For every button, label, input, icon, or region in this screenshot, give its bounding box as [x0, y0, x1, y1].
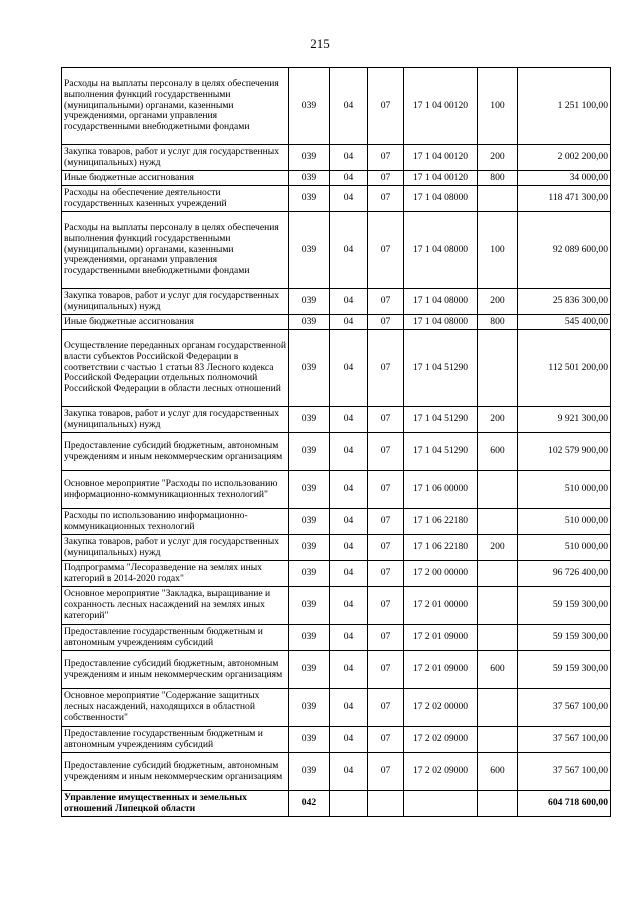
row-ministry-code: 042: [289, 791, 330, 817]
row-subsection-code: 07: [368, 407, 404, 433]
row-target-code: 17 1 04 00120: [404, 68, 478, 145]
row-subsection-code: 07: [368, 471, 404, 509]
row-subsection-code: [368, 791, 404, 817]
row-subsection-code: 07: [368, 145, 404, 171]
table-body: [62, 68, 611, 817]
row-ministry-code: 039: [289, 471, 330, 509]
table-row: [62, 186, 611, 212]
row-expense-type: 600: [478, 651, 518, 689]
table-row: [62, 330, 611, 407]
row-subsection-code: 07: [368, 330, 404, 407]
row-expense-type: 800: [478, 315, 518, 330]
row-target-code: 17 2 00 00000: [404, 561, 478, 587]
row-section-code: 04: [330, 68, 368, 145]
row-ministry-code: 039: [289, 689, 330, 727]
row-name: Иные бюджетные ассигнования: [62, 171, 289, 186]
row-section-code: 04: [330, 212, 368, 289]
row-section-code: 04: [330, 186, 368, 212]
row-ministry-code: 039: [289, 330, 330, 407]
row-target-code: 17 1 04 08000: [404, 315, 478, 330]
row-section-code: 04: [330, 330, 368, 407]
row-name: Предоставление субсидий бюджетным, автономным учреждениям и иным некоммерческим организациям: [62, 753, 289, 791]
row-subsection-code: 07: [368, 509, 404, 535]
row-name: Предоставление субсидий бюджетным, автономным учреждениям и иным некоммерческим организациям: [62, 433, 289, 471]
row-expense-type: 800: [478, 171, 518, 186]
row-section-code: 04: [330, 509, 368, 535]
row-expense-type: 600: [478, 433, 518, 471]
row-expense-type: [478, 625, 518, 651]
row-name: Закупка товаров, работ и услуг для государственных (муниципальных) нужд: [62, 289, 289, 315]
row-amount: 2 002 200,00: [518, 145, 611, 171]
row-amount: 59 159 300,00: [518, 651, 611, 689]
row-subsection-code: 07: [368, 535, 404, 561]
row-name: Закупка товаров, работ и услуг для государственных (муниципальных) нужд: [62, 407, 289, 433]
row-ministry-code: 039: [289, 433, 330, 471]
row-name: Управление имущественных и земельных отношений Липецкой области: [62, 791, 289, 817]
row-expense-type: [478, 509, 518, 535]
row-ministry-code: 039: [289, 289, 330, 315]
row-ministry-code: 039: [289, 535, 330, 561]
table-row: [62, 791, 611, 817]
row-name: Основное мероприятие "Расходы по использованию информационно-коммуникационных технологий": [62, 471, 289, 509]
row-target-code: [404, 791, 478, 817]
row-subsection-code: 07: [368, 171, 404, 186]
row-section-code: 04: [330, 689, 368, 727]
table-row: [62, 171, 611, 186]
row-expense-type: 200: [478, 289, 518, 315]
row-expense-type: [478, 727, 518, 753]
row-amount: 59 159 300,00: [518, 587, 611, 625]
row-name: Иные бюджетные ассигнования: [62, 315, 289, 330]
table-row: [62, 145, 611, 171]
row-ministry-code: 039: [289, 407, 330, 433]
row-expense-type: [478, 561, 518, 587]
row-expense-type: [478, 330, 518, 407]
table-row: [62, 651, 611, 689]
row-name: Предоставление государственным бюджетным и автономным учреждениям субсидий: [62, 625, 289, 651]
row-amount: 545 400,00: [518, 315, 611, 330]
row-expense-type: 100: [478, 68, 518, 145]
row-target-code: 17 1 04 00120: [404, 171, 478, 186]
row-amount: 102 579 900,00: [518, 433, 611, 471]
row-section-code: 04: [330, 561, 368, 587]
table-row: [62, 625, 611, 651]
table-row: [62, 587, 611, 625]
row-ministry-code: 039: [289, 68, 330, 145]
row-name: Расходы на выплаты персоналу в целях обеспечения выполнения функций государственными (муниципальными) органами, казенными учреждениями, органами управления государственными внебюджетными фондами: [62, 212, 289, 289]
row-section-code: [330, 791, 368, 817]
row-amount: 92 089 600,00: [518, 212, 611, 289]
row-target-code: 17 1 06 22180: [404, 509, 478, 535]
row-amount: 118 471 300,00: [518, 186, 611, 212]
row-subsection-code: 07: [368, 315, 404, 330]
row-amount: 9 921 300,00: [518, 407, 611, 433]
row-ministry-code: 039: [289, 212, 330, 289]
budget-table: [61, 67, 611, 817]
row-ministry-code: 039: [289, 145, 330, 171]
row-amount: 510 000,00: [518, 471, 611, 509]
row-expense-type: [478, 587, 518, 625]
table-row: [62, 68, 611, 145]
row-name: Предоставление государственным бюджетным и автономным учреждениям субсидий: [62, 727, 289, 753]
row-ministry-code: 039: [289, 186, 330, 212]
row-section-code: 04: [330, 433, 368, 471]
row-name: Предоставление субсидий бюджетным, автономным учреждениям и иным некоммерческим организациям: [62, 651, 289, 689]
row-section-code: 04: [330, 289, 368, 315]
row-subsection-code: 07: [368, 587, 404, 625]
row-subsection-code: 07: [368, 289, 404, 315]
table-row: [62, 407, 611, 433]
row-target-code: 17 1 04 51290: [404, 433, 478, 471]
row-expense-type: [478, 471, 518, 509]
row-expense-type: [478, 791, 518, 817]
table-row: [62, 753, 611, 791]
row-ministry-code: 039: [289, 315, 330, 330]
row-amount: 37 567 100,00: [518, 689, 611, 727]
row-target-code: 17 1 04 08000: [404, 212, 478, 289]
row-name: Закупка товаров, работ и услуг для государственных (муниципальных) нужд: [62, 535, 289, 561]
row-amount: 510 000,00: [518, 535, 611, 561]
row-amount: 112 501 200,00: [518, 330, 611, 407]
row-ministry-code: 039: [289, 625, 330, 651]
row-section-code: 04: [330, 145, 368, 171]
row-expense-type: [478, 689, 518, 727]
row-ministry-code: 039: [289, 509, 330, 535]
row-name: Расходы по использованию информационно-коммуникационных технологий: [62, 509, 289, 535]
table-row: [62, 471, 611, 509]
row-target-code: 17 1 06 00000: [404, 471, 478, 509]
row-section-code: 04: [330, 171, 368, 186]
row-amount: 96 726 400,00: [518, 561, 611, 587]
row-subsection-code: 07: [368, 68, 404, 145]
row-amount: 59 159 300,00: [518, 625, 611, 651]
row-amount: 25 836 300,00: [518, 289, 611, 315]
row-ministry-code: 039: [289, 561, 330, 587]
row-expense-type: 200: [478, 407, 518, 433]
table-row: [62, 689, 611, 727]
table-row: [62, 561, 611, 587]
row-name: Закупка товаров, работ и услуг для государственных (муниципальных) нужд: [62, 145, 289, 171]
row-target-code: 17 2 01 09000: [404, 651, 478, 689]
row-expense-type: [478, 186, 518, 212]
row-ministry-code: 039: [289, 753, 330, 791]
row-section-code: 04: [330, 625, 368, 651]
row-section-code: 04: [330, 315, 368, 330]
row-section-code: 04: [330, 727, 368, 753]
row-amount: 510 000,00: [518, 509, 611, 535]
row-ministry-code: 039: [289, 171, 330, 186]
row-subsection-code: 07: [368, 186, 404, 212]
row-expense-type: 200: [478, 535, 518, 561]
row-target-code: 17 2 02 09000: [404, 753, 478, 791]
row-name: Расходы на выплаты персоналу в целях обеспечения выполнения функций государственными (муниципальными) органами, казенными учреждениями, органами управления государственными внебюджетными фондами: [62, 68, 289, 145]
table-row: [62, 433, 611, 471]
row-ministry-code: 039: [289, 587, 330, 625]
row-section-code: 04: [330, 535, 368, 561]
row-subsection-code: 07: [368, 753, 404, 791]
row-target-code: 17 2 02 09000: [404, 727, 478, 753]
row-target-code: 17 2 02 00000: [404, 689, 478, 727]
table-row: [62, 535, 611, 561]
row-target-code: 17 2 01 00000: [404, 587, 478, 625]
table-row: [62, 212, 611, 289]
page-number: 215: [310, 36, 330, 51]
row-amount: 1 251 100,00: [518, 68, 611, 145]
row-section-code: 04: [330, 651, 368, 689]
row-target-code: 17 1 04 08000: [404, 289, 478, 315]
row-amount: 37 567 100,00: [518, 753, 611, 791]
row-subsection-code: 07: [368, 689, 404, 727]
row-subsection-code: 07: [368, 625, 404, 651]
row-subsection-code: 07: [368, 651, 404, 689]
table-row: [62, 315, 611, 330]
row-subsection-code: 07: [368, 212, 404, 289]
row-subsection-code: 07: [368, 727, 404, 753]
row-section-code: 04: [330, 753, 368, 791]
row-name: Подпрограмма "Лесоразведение на землях иных категорий в 2014-2020 годах": [62, 561, 289, 587]
row-target-code: 17 1 04 08000: [404, 186, 478, 212]
row-section-code: 04: [330, 407, 368, 433]
row-target-code: 17 1 06 22180: [404, 535, 478, 561]
row-section-code: 04: [330, 471, 368, 509]
row-target-code: 17 1 04 51290: [404, 407, 478, 433]
row-expense-type: 200: [478, 145, 518, 171]
row-target-code: 17 2 01 09000: [404, 625, 478, 651]
row-name: Осуществление переданных органам государственной власти субъектов Российской Федерации в соответствии с частью 1 статьи 83 Лесного кодекса Российской Федерации отдельных полномочий Российской Федерации в области лесных отношений: [62, 330, 289, 407]
row-section-code: 04: [330, 587, 368, 625]
row-ministry-code: 039: [289, 727, 330, 753]
row-subsection-code: 07: [368, 561, 404, 587]
row-target-code: 17 1 04 00120: [404, 145, 478, 171]
row-name: Основное мероприятие "Закладка, выращивание и сохранность лесных насаждений на землях иных категорий": [62, 587, 289, 625]
row-name: Расходы на обеспечение деятельности государственных казенных учреждений: [62, 186, 289, 212]
row-amount: 604 718 600,00: [518, 791, 611, 817]
row-expense-type: 100: [478, 212, 518, 289]
table-row: [62, 727, 611, 753]
table-row: [62, 289, 611, 315]
row-expense-type: 600: [478, 753, 518, 791]
row-amount: 37 567 100,00: [518, 727, 611, 753]
table-row: [62, 509, 611, 535]
row-target-code: 17 1 04 51290: [404, 330, 478, 407]
row-name: Основное мероприятие "Содержание защитных лесных насаждений, находящихся в областной собственности": [62, 689, 289, 727]
row-ministry-code: 039: [289, 651, 330, 689]
row-subsection-code: 07: [368, 433, 404, 471]
row-amount: 34 000,00: [518, 171, 611, 186]
